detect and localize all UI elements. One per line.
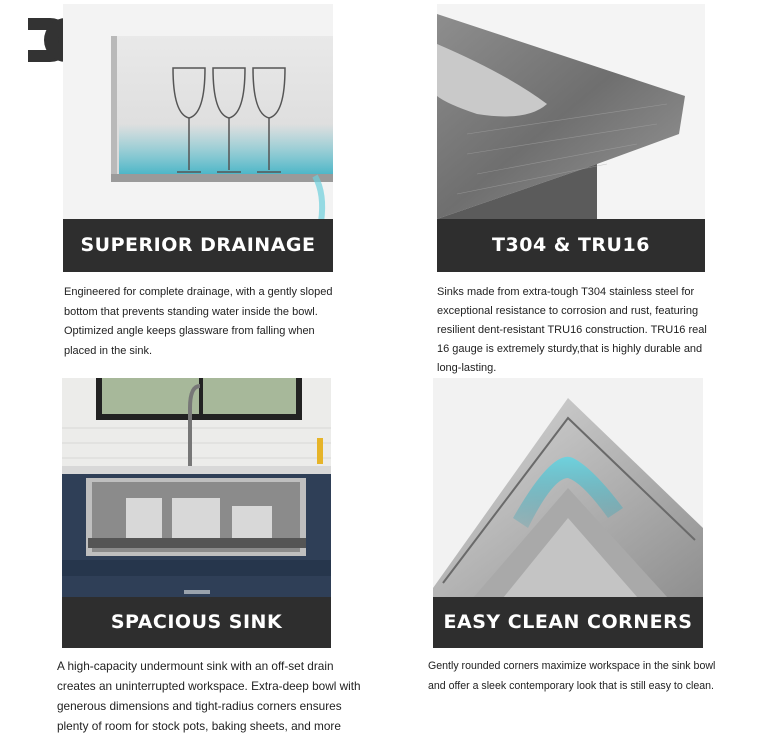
- spacious-line: A high-capacity undermount sink with an off-set drain: [57, 659, 334, 673]
- material-line: Sinks made from extra-tough T304 stainless steel for: [437, 286, 695, 298]
- spacious-line: creates an uninterrupted workspace. Extra-deep bowl with: [57, 679, 361, 693]
- drainage-line: placed in the sink.: [64, 344, 153, 357]
- drainage-line: Optimized angle keeps glassware from falling when: [64, 325, 315, 337]
- corners-line: Gently rounded corners maximize workspace in the sink bowl: [428, 660, 716, 672]
- spacious-line: plenty of room for stock pots, baking sheets, and more: [57, 719, 341, 733]
- material-line: exceptional resistance to corrosion and rust, featuring: [437, 305, 699, 317]
- material-line: 16 gauge is extremely sturdy,that is highly durable and: [437, 343, 703, 355]
- spacious-description: [57, 656, 377, 736]
- spacious-title: SPACIOUS SINK: [110, 611, 283, 633]
- feature-panel-spacious: [62, 378, 331, 648]
- drainage-banner: [63, 219, 333, 272]
- drainage-description: [64, 283, 354, 361]
- material-title: T304 & TRU16: [492, 234, 650, 256]
- corners-description: [428, 656, 748, 696]
- material-line: resilient dent-resistant TRU16 construction. TRU16 real: [437, 324, 707, 336]
- feature-panel-corners: [433, 378, 703, 648]
- material-description: [437, 283, 737, 378]
- drainage-line: Engineered for complete drainage, with a gently sloped: [64, 286, 333, 298]
- drainage-title: SUPERIOR DRAINAGE: [80, 234, 316, 256]
- spacious-line: generous dimensions and tight-radius corners ensures: [57, 699, 342, 713]
- drainage-line: bottom that prevents standing water inside the bowl.: [64, 305, 318, 318]
- corners-line: and offer a sleek contemporary look that is still easy to clean.: [428, 680, 714, 692]
- spacious-banner: [62, 597, 331, 648]
- corners-title: EASY CLEAN CORNERS: [443, 611, 693, 633]
- material-line: long-lasting.: [437, 362, 497, 374]
- feature-panel-material: [437, 4, 705, 272]
- material-banner: [437, 219, 705, 272]
- corners-banner: [433, 597, 703, 648]
- feature-panel-drainage: [63, 4, 333, 272]
